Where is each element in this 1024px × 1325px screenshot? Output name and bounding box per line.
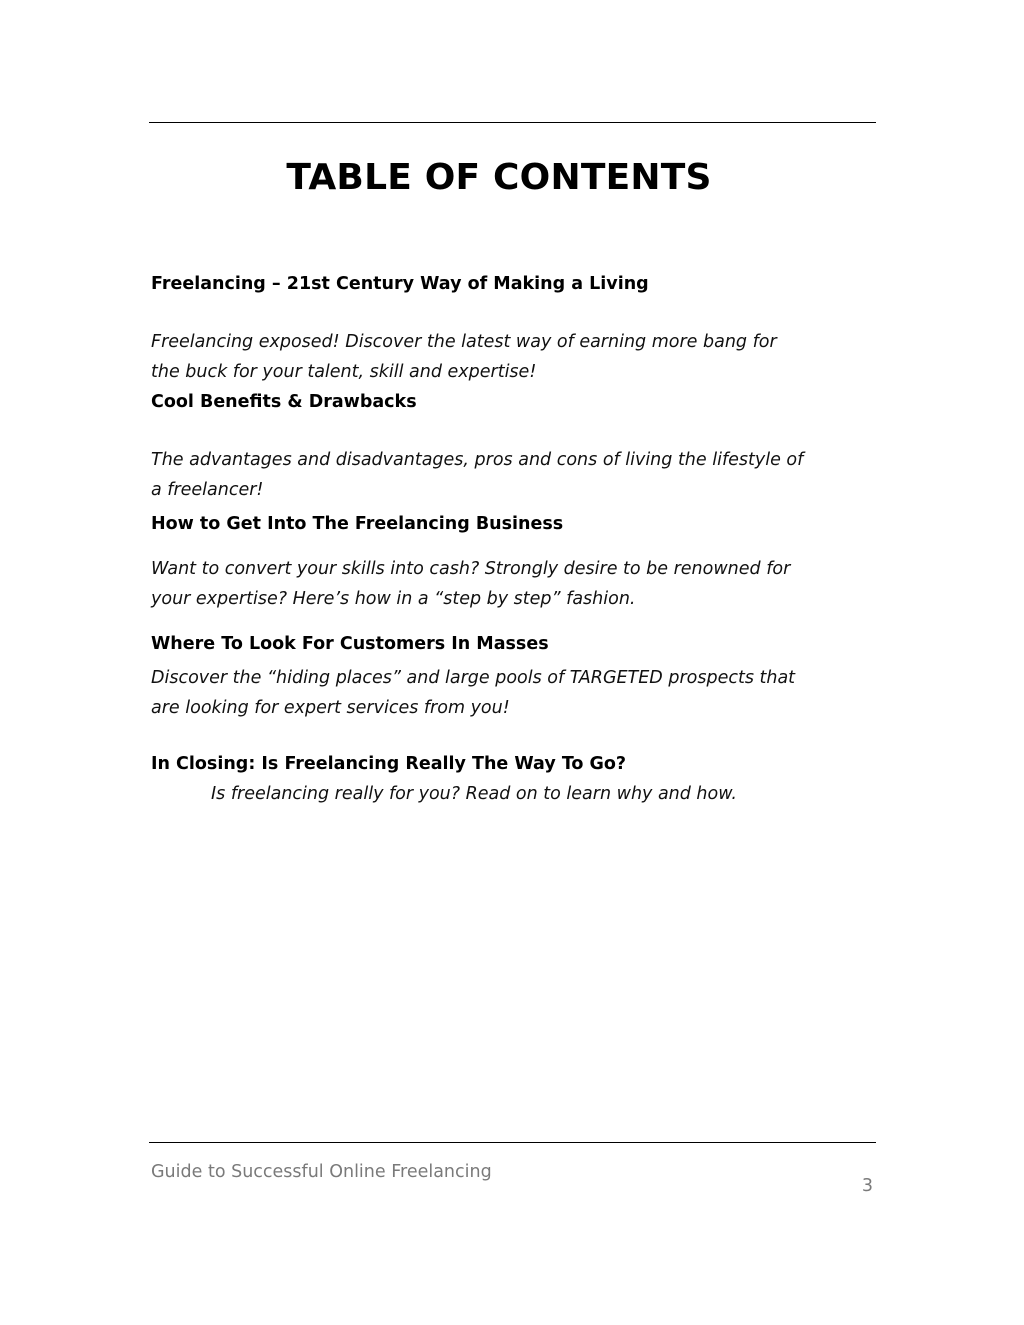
toc-description-customers	[151, 663, 831, 723]
toc-heading-customers: Where To Look For Customers In Masses	[151, 634, 549, 654]
toc-description-getting-started	[151, 554, 831, 614]
toc-description-line: a freelancer!	[151, 480, 264, 500]
toc-description-line: your expertise? Here’s how in a “step by step” fashion.	[151, 589, 636, 609]
footer-divider	[149, 1142, 876, 1143]
toc-description-closing	[211, 779, 891, 809]
toc-description-benefits	[151, 445, 831, 505]
toc-description-line: the buck for your talent, skill and expertise!	[151, 362, 537, 382]
header-divider	[149, 122, 876, 123]
page-title: TABLE OF CONTENTS	[286, 157, 712, 198]
page-number: 3	[861, 1176, 873, 1196]
toc-heading-freelancing: Freelancing – 21st Century Way of Making a Living	[151, 274, 649, 294]
footer-document-title: Guide to Successful Online Freelancing	[151, 1162, 492, 1182]
toc-heading-getting-started: How to Get Into The Freelancing Business	[151, 514, 564, 534]
toc-description-line: Is freelancing really for you? Read on to learn why and how.	[211, 784, 737, 804]
toc-description-line: Freelancing exposed! Discover the latest way of earning more bang for	[151, 332, 777, 352]
toc-description-line: Discover the “hiding places” and large pools of TARGETED prospects that	[151, 668, 796, 688]
toc-description-line: are looking for expert services from you!	[151, 698, 510, 718]
toc-description-freelancing	[151, 327, 831, 387]
toc-description-line: The advantages and disadvantages, pros and cons of living the lifestyle of	[151, 450, 804, 470]
toc-heading-closing: In Closing: Is Freelancing Really The Way To Go?	[151, 754, 627, 774]
toc-heading-benefits: Cool Benefits & Drawbacks	[151, 392, 417, 412]
toc-description-line: Want to convert your skills into cash? Strongly desire to be renowned for	[151, 559, 791, 579]
